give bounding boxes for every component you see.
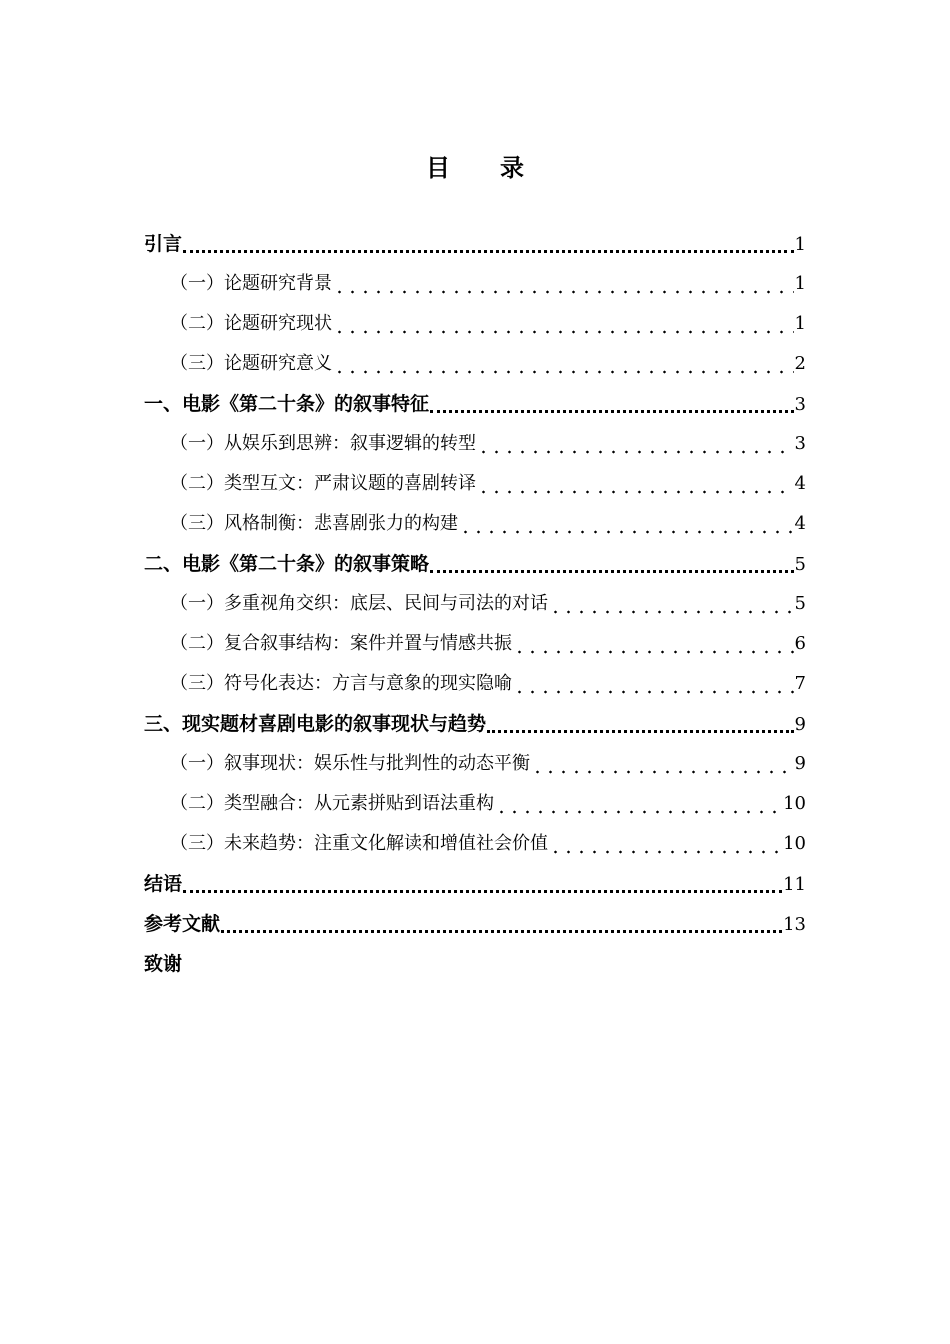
toc-page-number: 2 <box>794 353 806 374</box>
toc-entry-chapter-2-2[interactable] <box>144 624 806 664</box>
toc-page-number: 6 <box>794 633 806 654</box>
toc-page-number: 4 <box>794 473 806 494</box>
toc-entry-chapter-1-2[interactable] <box>144 464 806 504</box>
toc-entry-chapter-1-1[interactable] <box>144 424 806 464</box>
toc-dot-leader <box>477 450 794 454</box>
toc-entry-text: 参考文献 <box>144 913 221 935</box>
toc-entry-text: （一）论题研究背景 <box>170 273 332 294</box>
toc-entry-text: （一）叙事现状：娱乐性与批判性的动态平衡 <box>170 753 530 774</box>
toc-dot-leader <box>333 370 794 374</box>
toc-page-number: 1 <box>794 273 806 294</box>
toc-page-number: 1 <box>794 234 806 255</box>
toc-page-number: 10 <box>783 833 806 854</box>
toc-page-number: 7 <box>794 673 806 694</box>
toc-entry-text: 结语 <box>144 873 183 895</box>
toc-title-char-2: 录 <box>500 154 524 182</box>
toc-page-number: 10 <box>783 793 806 814</box>
toc-dot-leader <box>183 250 794 253</box>
toc-entry-chapter-3[interactable] <box>144 704 806 744</box>
toc-dot-leader <box>333 290 794 294</box>
toc-dot-leader <box>495 810 782 814</box>
toc-dot-leader <box>513 690 794 694</box>
toc-entry-text: （二）复合叙事结构：案件并置与情感共振 <box>170 633 512 654</box>
toc-dot-leader <box>477 490 794 494</box>
toc-page-number: 5 <box>794 593 806 614</box>
toc-entry-text: 致谢 <box>144 953 183 975</box>
toc-page-number: 1 <box>794 313 806 334</box>
toc-entry-text: （三）未来趋势：注重文化解读和增值社会价值 <box>170 833 548 854</box>
toc-entry-chapter-3-3[interactable] <box>144 824 806 864</box>
toc-entry-text: 一、电影《第二十条》的叙事特征 <box>144 393 430 415</box>
toc-page-number: 9 <box>794 714 806 735</box>
toc-dot-leader <box>549 850 782 854</box>
toc-entry-text: （三）风格制衡：悲喜剧张力的构建 <box>170 513 458 534</box>
toc-entry-text: （一）多重视角交织：底层、民间与司法的对话 <box>170 593 548 614</box>
toc-title <box>0 148 950 188</box>
toc-entry-text: （一）从娱乐到思辨：叙事逻辑的转型 <box>170 433 476 454</box>
toc-entry-text: （二）类型融合：从元素拼贴到语法重构 <box>170 793 494 814</box>
toc-entry-chapter-3-1[interactable] <box>144 744 806 784</box>
toc-dot-leader <box>430 410 794 413</box>
toc-dot-leader <box>487 730 794 733</box>
toc-entry-intro[interactable] <box>144 224 806 264</box>
toc-entry-text: （三）符号化表达：方言与意象的现实隐喻 <box>170 673 512 694</box>
toc-entry-chapter-2[interactable] <box>144 544 806 584</box>
toc-page-number: 4 <box>794 513 806 534</box>
toc-page-number: 9 <box>794 753 806 774</box>
toc-dot-leader <box>430 570 794 573</box>
toc-dot-leader <box>513 650 794 654</box>
toc-dot-leader <box>549 610 794 614</box>
toc-page-number: 11 <box>783 874 806 895</box>
toc-title-char-1: 目 <box>426 154 450 182</box>
toc-entry-chapter-3-2[interactable] <box>144 784 806 824</box>
toc-entry-text: 引言 <box>144 233 183 255</box>
toc-entry-text: （二）类型互文：严肃议题的喜剧转译 <box>170 473 476 494</box>
toc-entry-chapter-1[interactable] <box>144 384 806 424</box>
toc-page-number: 3 <box>794 433 806 454</box>
toc-page-number: 3 <box>794 394 806 415</box>
toc-dot-leader <box>333 330 794 334</box>
toc-entry-text: （三）论题研究意义 <box>170 353 332 374</box>
toc-entry-text: 二、电影《第二十条》的叙事策略 <box>144 553 430 575</box>
toc-list <box>144 224 806 984</box>
toc-dot-leader <box>183 890 782 893</box>
toc-entry-references[interactable] <box>144 904 806 944</box>
toc-entry-text: 三、现实题材喜剧电影的叙事现状与趋势 <box>144 713 487 735</box>
toc-entry-intro-1[interactable] <box>144 264 806 304</box>
toc-dot-leader <box>459 530 794 534</box>
toc-entry-text: （二）论题研究现状 <box>170 313 332 334</box>
toc-entry-chapter-1-3[interactable] <box>144 504 806 544</box>
toc-dot-leader <box>531 770 794 774</box>
toc-entry-acknowledgements[interactable] <box>144 944 806 984</box>
toc-entry-conclusion[interactable] <box>144 864 806 904</box>
toc-entry-intro-3[interactable] <box>144 344 806 384</box>
toc-page-number: 13 <box>783 914 806 935</box>
toc-entry-intro-2[interactable] <box>144 304 806 344</box>
toc-entry-chapter-2-1[interactable] <box>144 584 806 624</box>
toc-dot-leader <box>221 930 782 933</box>
toc-page-number: 5 <box>794 554 806 575</box>
toc-entry-chapter-2-3[interactable] <box>144 664 806 704</box>
